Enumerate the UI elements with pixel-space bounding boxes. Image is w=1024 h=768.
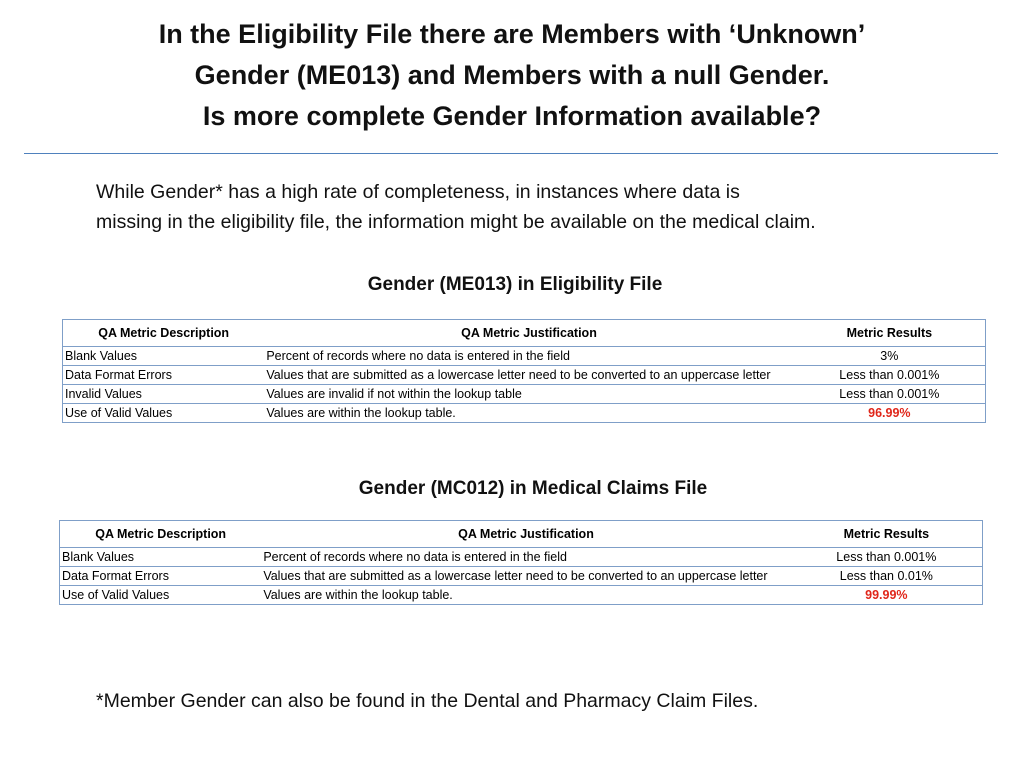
- row-justification: Values are invalid if not within the lookup table: [264, 385, 793, 404]
- row-result: Less than 0.01%: [791, 567, 983, 586]
- table-row: [60, 567, 983, 586]
- table-row: [63, 347, 986, 366]
- table-row: [63, 366, 986, 385]
- eligibility-qa-table: [62, 319, 986, 423]
- table-row: [60, 586, 983, 605]
- row-justification: Values that are submitted as a lowercase letter need to be converted to an uppercase letter: [264, 366, 793, 385]
- intro-line-1: While Gender* has a high rate of completeness, in instances where data is: [96, 181, 740, 203]
- row-result: Less than 0.001%: [794, 366, 986, 385]
- medical-claims-qa-table: [59, 520, 983, 605]
- row-justification: Values are within the lookup table.: [264, 404, 793, 423]
- row-justification: Values are within the lookup table.: [261, 586, 790, 605]
- footnote: *Member Gender can also be found in the Dental and Pharmacy Claim Files.: [96, 690, 759, 712]
- row-description: Blank Values: [60, 548, 262, 567]
- row-justification: Percent of records where no data is entered in the field: [261, 548, 790, 567]
- table-header-row: [60, 521, 983, 548]
- slide-title-line-2: Gender (ME013) and Members with a null Gender.: [194, 60, 830, 90]
- header-qa-metric-justification: QA Metric Justification: [261, 521, 790, 548]
- row-description: Use of Valid Values: [60, 586, 262, 605]
- table-header-row: [63, 320, 986, 347]
- row-result-highlighted: 96.99%: [794, 404, 986, 423]
- intro-paragraph: [96, 177, 1006, 237]
- header-metric-results: Metric Results: [794, 320, 986, 347]
- intro-line-2: missing in the eligibility file, the information might be available on the medical claim.: [96, 211, 816, 233]
- row-description: Blank Values: [63, 347, 265, 366]
- row-description: Use of Valid Values: [63, 404, 265, 423]
- row-justification: Percent of records where no data is entered in the field: [264, 347, 793, 366]
- table-row: [60, 548, 983, 567]
- header-qa-metric-description: QA Metric Description: [63, 320, 265, 347]
- row-description: Data Format Errors: [63, 366, 265, 385]
- header-metric-results: Metric Results: [791, 521, 983, 548]
- row-justification: Values that are submitted as a lowercase letter need to be converted to an uppercase letter: [261, 567, 790, 586]
- table-row: [63, 385, 986, 404]
- row-result: Less than 0.001%: [791, 548, 983, 567]
- row-result: 3%: [794, 347, 986, 366]
- header-qa-metric-description: QA Metric Description: [60, 521, 262, 548]
- row-description: Invalid Values: [63, 385, 265, 404]
- table-row: [63, 404, 986, 423]
- header-qa-metric-justification: QA Metric Justification: [264, 320, 793, 347]
- title-divider: [24, 153, 998, 154]
- row-description: Data Format Errors: [60, 567, 262, 586]
- slide-title-line-1: In the Eligibility File there are Members with ‘Unknown’: [158, 19, 866, 49]
- row-result: Less than 0.001%: [794, 385, 986, 404]
- medical-table-heading: Gender (MC012) in Medical Claims File: [358, 478, 708, 499]
- slide-title: [0, 14, 1024, 137]
- eligibility-table-heading: Gender (ME013) in Eligibility File: [367, 274, 663, 295]
- slide-title-line-3: Is more complete Gender Information available?: [202, 101, 822, 131]
- row-result-highlighted: 99.99%: [791, 586, 983, 605]
